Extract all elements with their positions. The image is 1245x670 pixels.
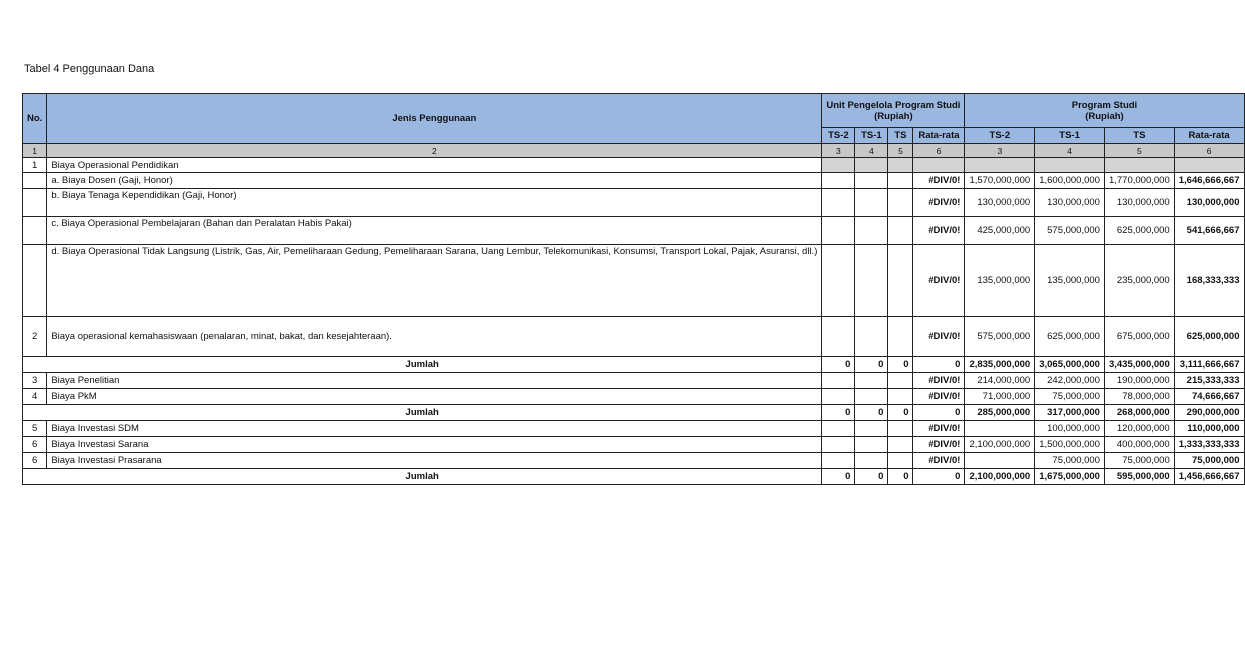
ps-cell: 541,666,667 [1174, 217, 1244, 245]
ps-cell: 1,570,000,000 [965, 173, 1035, 189]
ps-cell: 425,000,000 [965, 217, 1035, 245]
column-index-8: 5 [1104, 144, 1174, 158]
row-label: Biaya Operasional Pendidikan [47, 158, 822, 173]
upps-cell [888, 158, 913, 173]
ps-cell: 2,100,000,000 [965, 469, 1035, 485]
subheader-ps-6: TS [1104, 128, 1174, 144]
ps-cell: 190,000,000 [1104, 373, 1174, 389]
table-row [23, 173, 1245, 189]
ps-cell: 235,000,000 [1104, 245, 1174, 317]
upps-cell: 0 [822, 469, 855, 485]
ps-cell [1035, 158, 1105, 173]
upps-cell [855, 373, 888, 389]
upps-cell [822, 217, 855, 245]
table-row [23, 373, 1245, 389]
total-label: Jumlah [23, 405, 822, 421]
upps-cell: 0 [855, 357, 888, 373]
ps-cell [1174, 158, 1244, 173]
upps-cell [888, 437, 913, 453]
upps-cell: #DIV/0! [913, 189, 965, 217]
row-number [23, 189, 47, 217]
upps-cell [822, 158, 855, 173]
ps-cell: 575,000,000 [965, 317, 1035, 357]
upps-cell [822, 453, 855, 469]
subheader-upps-1: TS-1 [855, 128, 888, 144]
ps-cell: 1,646,666,667 [1174, 173, 1244, 189]
upps-cell: 0 [913, 469, 965, 485]
ps-cell: 3,111,666,667 [1174, 357, 1244, 373]
table-row [23, 317, 1245, 357]
upps-cell [855, 453, 888, 469]
ps-cell [965, 421, 1035, 437]
upps-cell [822, 373, 855, 389]
table-row [23, 217, 1245, 245]
ps-cell: 78,000,000 [1104, 389, 1174, 405]
row-label: b. Biaya Tenaga Kependidikan (Gaji, Honor) [47, 189, 822, 217]
upps-cell: #DIV/0! [913, 245, 965, 317]
column-index-7: 4 [1035, 144, 1105, 158]
header-program-studi [965, 94, 1244, 128]
upps-cell [855, 217, 888, 245]
total-row [23, 469, 1245, 485]
table-caption: Tabel 4 Penggunaan Dana [24, 63, 155, 75]
upps-cell [822, 389, 855, 405]
upps-cell: #DIV/0! [913, 453, 965, 469]
column-index-3: 4 [855, 144, 888, 158]
row-number [23, 173, 47, 189]
upps-cell [822, 437, 855, 453]
ps-cell: 214,000,000 [965, 373, 1035, 389]
ps-cell: 675,000,000 [1104, 317, 1174, 357]
upps-cell [888, 173, 913, 189]
ps-cell: 3,065,000,000 [1035, 357, 1105, 373]
subheader-ps-5: TS-1 [1035, 128, 1105, 144]
subheader-upps-3: Rata-rata [913, 128, 965, 144]
row-label: d. Biaya Operasional Tidak Langsung (Listrik, Gas, Air, Pemeliharaan Gedung, Pemeliharaan Sarana, Uang Lembur, Telekomunikasi, Konsumsi, Transport Lokal, Pajak, Asuransi, dll.) [47, 245, 822, 317]
row-number: 6 [23, 437, 47, 453]
row-label: Biaya operasional kemahasiswaan (penalaran, minat, bakat, dan kesejahteraan). [47, 317, 822, 357]
ps-cell [965, 158, 1035, 173]
upps-cell [822, 173, 855, 189]
ps-cell: 3,435,000,000 [1104, 357, 1174, 373]
column-index-6: 3 [965, 144, 1035, 158]
ps-cell: 625,000,000 [1035, 317, 1105, 357]
row-number [23, 217, 47, 245]
ps-cell: 215,333,333 [1174, 373, 1244, 389]
ps-cell: 290,000,000 [1174, 405, 1244, 421]
subheader-ps-7: Rata-rata [1174, 128, 1244, 144]
upps-cell [888, 453, 913, 469]
upps-cell [855, 421, 888, 437]
row-number: 5 [23, 421, 47, 437]
ps-cell: 135,000,000 [1035, 245, 1105, 317]
ps-cell [965, 453, 1035, 469]
row-number: 4 [23, 389, 47, 405]
ps-cell: 575,000,000 [1035, 217, 1105, 245]
upps-cell [855, 158, 888, 173]
ps-cell: 168,333,333 [1174, 245, 1244, 317]
upps-cell: 0 [855, 405, 888, 421]
upps-cell: 0 [888, 405, 913, 421]
upps-cell [888, 389, 913, 405]
table-row [23, 189, 1245, 217]
ps-cell: 317,000,000 [1035, 405, 1105, 421]
upps-cell: #DIV/0! [913, 437, 965, 453]
row-label: Biaya Penelitian [47, 373, 822, 389]
header-ps-title: Program Studi [1071, 99, 1138, 111]
ps-cell: 75,000,000 [1035, 389, 1105, 405]
table-row [23, 421, 1245, 437]
ps-cell: 1,770,000,000 [1104, 173, 1174, 189]
header-jenis-penggunaan: Jenis Penggunaan [47, 94, 822, 144]
upps-cell [855, 245, 888, 317]
upps-cell: 0 [888, 469, 913, 485]
row-number: 2 [23, 317, 47, 357]
upps-cell [822, 245, 855, 317]
ps-cell: 75,000,000 [1174, 453, 1244, 469]
column-index-1: 2 [47, 144, 822, 158]
header-upps-title: Unit Pengelola Program Studi [826, 99, 961, 111]
ps-cell: 1,456,666,667 [1174, 469, 1244, 485]
column-index-4: 5 [888, 144, 913, 158]
total-label: Jumlah [23, 469, 822, 485]
upps-cell: 0 [855, 469, 888, 485]
upps-cell: #DIV/0! [913, 421, 965, 437]
upps-cell: 0 [822, 405, 855, 421]
ps-cell: 1,500,000,000 [1035, 437, 1105, 453]
ps-cell: 268,000,000 [1104, 405, 1174, 421]
table-row [23, 158, 1245, 173]
column-index-2: 3 [822, 144, 855, 158]
row-label: a. Biaya Dosen (Gaji, Honor) [47, 173, 822, 189]
ps-cell: 130,000,000 [1174, 189, 1244, 217]
upps-cell [822, 421, 855, 437]
upps-cell [888, 189, 913, 217]
ps-cell: 242,000,000 [1035, 373, 1105, 389]
ps-cell [1104, 158, 1174, 173]
ps-cell: 74,666,667 [1174, 389, 1244, 405]
table-row [23, 437, 1245, 453]
upps-cell [855, 437, 888, 453]
ps-cell: 2,100,000,000 [965, 437, 1035, 453]
upps-cell: 0 [913, 357, 965, 373]
header-upps-unit: (Rupiah) [874, 110, 913, 122]
total-row [23, 405, 1245, 421]
upps-cell: #DIV/0! [913, 173, 965, 189]
ps-cell: 1,600,000,000 [1035, 173, 1105, 189]
column-index-9: 6 [1174, 144, 1244, 158]
ps-cell: 1,333,333,333 [1174, 437, 1244, 453]
upps-cell [855, 389, 888, 405]
row-number: 1 [23, 158, 47, 173]
upps-cell [822, 317, 855, 357]
upps-cell: 0 [888, 357, 913, 373]
ps-cell: 130,000,000 [965, 189, 1035, 217]
ps-cell: 400,000,000 [1104, 437, 1174, 453]
ps-cell: 625,000,000 [1174, 317, 1244, 357]
ps-cell: 110,000,000 [1174, 421, 1244, 437]
upps-cell [888, 245, 913, 317]
subheader-upps-0: TS-2 [822, 128, 855, 144]
upps-cell [913, 158, 965, 173]
ps-cell: 135,000,000 [965, 245, 1035, 317]
funding-usage-table [22, 93, 1245, 485]
upps-cell [855, 173, 888, 189]
ps-cell: 130,000,000 [1035, 189, 1105, 217]
ps-cell: 2,835,000,000 [965, 357, 1035, 373]
upps-cell: 0 [822, 357, 855, 373]
column-index-0: 1 [23, 144, 47, 158]
row-label: Biaya PkM [47, 389, 822, 405]
total-row [23, 357, 1245, 373]
column-index-5: 6 [913, 144, 965, 158]
row-number: 3 [23, 373, 47, 389]
upps-cell [855, 189, 888, 217]
ps-cell: 595,000,000 [1104, 469, 1174, 485]
upps-cell [888, 317, 913, 357]
upps-cell: #DIV/0! [913, 217, 965, 245]
upps-cell [855, 317, 888, 357]
ps-cell: 625,000,000 [1104, 217, 1174, 245]
upps-cell: #DIV/0! [913, 389, 965, 405]
header-ps-unit: (Rupiah) [1085, 110, 1124, 122]
row-number: 6 [23, 453, 47, 469]
subheader-upps-2: TS [888, 128, 913, 144]
row-label: Biaya Investasi Sarana [47, 437, 822, 453]
upps-cell: 0 [913, 405, 965, 421]
header-no: No. [23, 94, 47, 144]
upps-cell [822, 189, 855, 217]
ps-cell: 1,675,000,000 [1035, 469, 1105, 485]
ps-cell: 130,000,000 [1104, 189, 1174, 217]
total-label: Jumlah [23, 357, 822, 373]
upps-cell [888, 373, 913, 389]
row-label: Biaya Investasi SDM [47, 421, 822, 437]
ps-cell: 100,000,000 [1035, 421, 1105, 437]
table-row [23, 245, 1245, 317]
row-label: c. Biaya Operasional Pembelajaran (Bahan dan Peralatan Habis Pakai) [47, 217, 822, 245]
subheader-ps-4: TS-2 [965, 128, 1035, 144]
upps-cell: #DIV/0! [913, 317, 965, 357]
row-label: Biaya Investasi Prasarana [47, 453, 822, 469]
ps-cell: 285,000,000 [965, 405, 1035, 421]
upps-cell [888, 217, 913, 245]
table-row [23, 389, 1245, 405]
upps-cell [888, 421, 913, 437]
row-number [23, 245, 47, 317]
upps-cell: #DIV/0! [913, 373, 965, 389]
ps-cell: 75,000,000 [1035, 453, 1105, 469]
table-row [23, 453, 1245, 469]
ps-cell: 120,000,000 [1104, 421, 1174, 437]
header-upps [822, 94, 965, 128]
ps-cell: 71,000,000 [965, 389, 1035, 405]
ps-cell: 75,000,000 [1104, 453, 1174, 469]
